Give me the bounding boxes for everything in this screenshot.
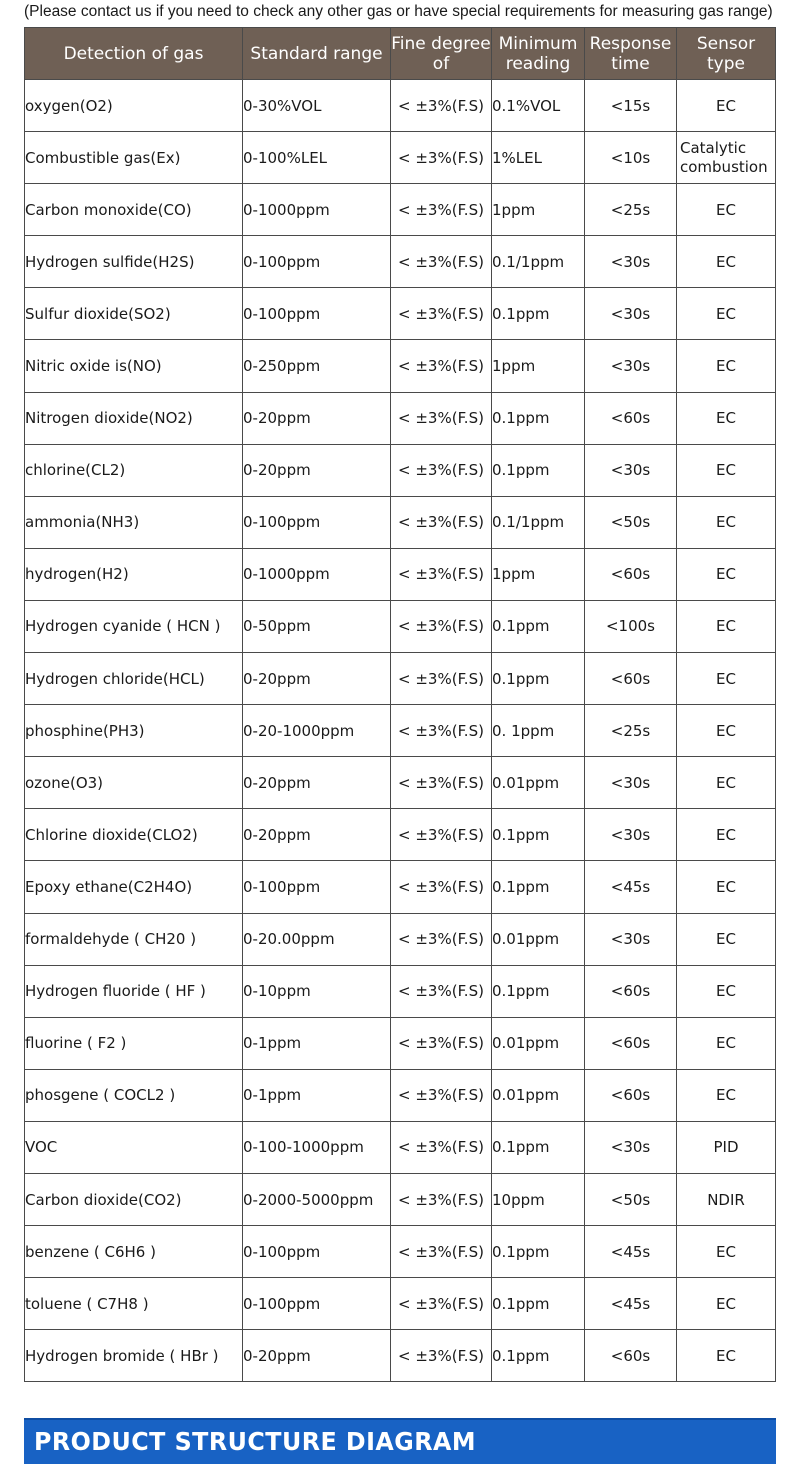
cell-sensor-type: EC — [677, 340, 776, 392]
gas-spec-table — [24, 27, 776, 1382]
cell-fine-degree: < ±3%(F.S) — [391, 236, 492, 288]
cell-fine-degree: < ±3%(F.S) — [391, 392, 492, 444]
cell-response-time: <15s — [585, 80, 677, 132]
table-row — [25, 861, 776, 913]
table-row — [25, 1121, 776, 1173]
table-row — [25, 184, 776, 236]
cell-response-time: <30s — [585, 913, 677, 965]
cell-minimum-reading: 1ppm — [492, 184, 585, 236]
cell-minimum-reading: 1ppm — [492, 340, 585, 392]
cell-gas: chlorine(CL2) — [25, 444, 243, 496]
cell-fine-degree: < ±3%(F.S) — [391, 132, 492, 184]
cell-minimum-reading: 10ppm — [492, 1173, 585, 1225]
table-row — [25, 653, 776, 705]
cell-sensor-type: EC — [677, 288, 776, 340]
cell-response-time: <25s — [585, 184, 677, 236]
cell-minimum-reading: 0.1%VOL — [492, 80, 585, 132]
table-row — [25, 1226, 776, 1278]
cell-standard-range: 0-20.00ppm — [243, 913, 391, 965]
cell-gas: phosphine(PH3) — [25, 705, 243, 757]
cell-gas: VOC — [25, 1121, 243, 1173]
table-row — [25, 496, 776, 548]
cell-gas: Hydrogen bromide ( HBr ) — [25, 1330, 243, 1382]
cell-sensor-type: NDIR — [677, 1173, 776, 1225]
cell-minimum-reading: 0.1ppm — [492, 1226, 585, 1278]
cell-response-time: <30s — [585, 444, 677, 496]
cell-fine-degree: < ±3%(F.S) — [391, 809, 492, 861]
cell-minimum-reading: 0.1ppm — [492, 1278, 585, 1330]
cell-minimum-reading: 0.1/1ppm — [492, 496, 585, 548]
cell-gas: Nitrogen dioxide(NO2) — [25, 392, 243, 444]
cell-gas: ozone(O3) — [25, 757, 243, 809]
cell-minimum-reading: 0.1ppm — [492, 861, 585, 913]
header-minimum-reading: Minimum reading — [492, 28, 585, 80]
cell-sensor-type: EC — [677, 496, 776, 548]
table-row — [25, 80, 776, 132]
cell-minimum-reading: 0.1ppm — [492, 1330, 585, 1382]
table-row — [25, 600, 776, 652]
table-row — [25, 288, 776, 340]
cell-gas: Carbon dioxide(CO2) — [25, 1173, 243, 1225]
table-body — [25, 80, 776, 1382]
cell-minimum-reading: 0.1ppm — [492, 653, 585, 705]
cell-standard-range: 0-30%VOL — [243, 80, 391, 132]
cell-minimum-reading: 0.1ppm — [492, 965, 585, 1017]
cell-gas: Hydrogen fluoride ( HF ) — [25, 965, 243, 1017]
cell-sensor-type: EC — [677, 757, 776, 809]
cell-standard-range: 0-50ppm — [243, 600, 391, 652]
cell-sensor-type: EC — [677, 236, 776, 288]
cell-fine-degree: < ±3%(F.S) — [391, 80, 492, 132]
cell-gas: hydrogen(H2) — [25, 548, 243, 600]
cell-sensor-type: EC — [677, 861, 776, 913]
cell-minimum-reading: 0.1ppm — [492, 809, 585, 861]
table-row — [25, 809, 776, 861]
cell-standard-range: 0-100ppm — [243, 288, 391, 340]
contact-note: (Please contact us if you need to check any other gas or have special requirements for measuring gas range) — [24, 3, 773, 20]
cell-fine-degree: < ±3%(F.S) — [391, 288, 492, 340]
cell-standard-range: 0-1000ppm — [243, 184, 391, 236]
cell-gas: Hydrogen chloride(HCL) — [25, 653, 243, 705]
table-row — [25, 1173, 776, 1225]
cell-sensor-type: EC — [677, 548, 776, 600]
table-row — [25, 913, 776, 965]
header-response-time: Response time — [585, 28, 677, 80]
cell-minimum-reading: 0.01ppm — [492, 913, 585, 965]
cell-sensor-type: EC — [677, 184, 776, 236]
cell-sensor-type: EC — [677, 1278, 776, 1330]
cell-minimum-reading: 0.1ppm — [492, 1121, 585, 1173]
cell-gas: Combustible gas(Ex) — [25, 132, 243, 184]
cell-fine-degree: < ±3%(F.S) — [391, 913, 492, 965]
cell-fine-degree: < ±3%(F.S) — [391, 757, 492, 809]
cell-response-time: <60s — [585, 392, 677, 444]
cell-fine-degree: < ±3%(F.S) — [391, 1226, 492, 1278]
table-header — [25, 28, 776, 80]
cell-standard-range: 0-1ppm — [243, 1069, 391, 1121]
cell-minimum-reading: 0.1ppm — [492, 444, 585, 496]
cell-minimum-reading: 1%LEL — [492, 132, 585, 184]
cell-fine-degree: < ±3%(F.S) — [391, 1017, 492, 1069]
cell-response-time: <60s — [585, 965, 677, 1017]
cell-sensor-type: EC — [677, 653, 776, 705]
table-row — [25, 965, 776, 1017]
cell-response-time: <60s — [585, 1017, 677, 1069]
table-row — [25, 1017, 776, 1069]
cell-sensor-type: Catalytic combustion — [677, 132, 776, 184]
table-row — [25, 1278, 776, 1330]
cell-fine-degree: < ±3%(F.S) — [391, 184, 492, 236]
cell-response-time: <30s — [585, 236, 677, 288]
header-standard-range: Standard range — [243, 28, 391, 80]
table-row — [25, 236, 776, 288]
header-sensor-type: Sensor type — [677, 28, 776, 80]
cell-response-time: <50s — [585, 496, 677, 548]
cell-response-time: <60s — [585, 548, 677, 600]
cell-sensor-type: EC — [677, 705, 776, 757]
cell-response-time: <10s — [585, 132, 677, 184]
cell-standard-range: 0-100ppm — [243, 496, 391, 548]
cell-response-time: <100s — [585, 600, 677, 652]
cell-standard-range: 0-100-1000ppm — [243, 1121, 391, 1173]
cell-fine-degree: < ±3%(F.S) — [391, 653, 492, 705]
table-row — [25, 1069, 776, 1121]
cell-sensor-type: EC — [677, 1017, 776, 1069]
cell-response-time: <30s — [585, 340, 677, 392]
cell-fine-degree: < ±3%(F.S) — [391, 1121, 492, 1173]
cell-standard-range: 0-20ppm — [243, 392, 391, 444]
cell-standard-range: 0-100ppm — [243, 861, 391, 913]
cell-sensor-type: EC — [677, 1330, 776, 1382]
cell-standard-range: 0-1ppm — [243, 1017, 391, 1069]
cell-response-time: <60s — [585, 1069, 677, 1121]
cell-standard-range: 0-2000-5000ppm — [243, 1173, 391, 1225]
cell-gas: Hydrogen sulfide(H2S) — [25, 236, 243, 288]
cell-response-time: <45s — [585, 861, 677, 913]
cell-minimum-reading: 0.01ppm — [492, 1069, 585, 1121]
banner-title: PRODUCT STRUCTURE DIAGRAM — [34, 1427, 476, 1456]
cell-standard-range: 0-100%LEL — [243, 132, 391, 184]
cell-sensor-type: EC — [677, 600, 776, 652]
cell-minimum-reading: 0.1ppm — [492, 600, 585, 652]
cell-response-time: <30s — [585, 1121, 677, 1173]
cell-minimum-reading: 0. 1ppm — [492, 705, 585, 757]
cell-response-time: <60s — [585, 1330, 677, 1382]
cell-standard-range: 0-20ppm — [243, 653, 391, 705]
cell-response-time: <50s — [585, 1173, 677, 1225]
cell-standard-range: 0-20-1000ppm — [243, 705, 391, 757]
cell-gas: benzene ( C6H6 ) — [25, 1226, 243, 1278]
header-detection-of-gas: Detection of gas — [25, 28, 243, 80]
cell-gas: formaldehyde ( CH20 ) — [25, 913, 243, 965]
cell-standard-range: 0-20ppm — [243, 444, 391, 496]
cell-gas: Carbon monoxide(CO) — [25, 184, 243, 236]
cell-standard-range: 0-250ppm — [243, 340, 391, 392]
cell-response-time: <30s — [585, 288, 677, 340]
cell-gas: ammonia(NH3) — [25, 496, 243, 548]
cell-fine-degree: < ±3%(F.S) — [391, 1330, 492, 1382]
cell-gas: Hydrogen cyanide ( HCN ) — [25, 600, 243, 652]
cell-response-time: <25s — [585, 705, 677, 757]
cell-fine-degree: < ±3%(F.S) — [391, 1278, 492, 1330]
cell-gas: phosgene ( COCL2 ) — [25, 1069, 243, 1121]
cell-standard-range: 0-20ppm — [243, 757, 391, 809]
cell-sensor-type: EC — [677, 1069, 776, 1121]
cell-response-time: <60s — [585, 653, 677, 705]
cell-response-time: <30s — [585, 757, 677, 809]
cell-minimum-reading: 0.1ppm — [492, 392, 585, 444]
header-fine-degree: Fine degree of — [391, 28, 492, 80]
cell-minimum-reading: 0.1ppm — [492, 288, 585, 340]
table-row — [25, 340, 776, 392]
cell-gas: oxygen(O2) — [25, 80, 243, 132]
cell-standard-range: 0-10ppm — [243, 965, 391, 1017]
cell-response-time: <45s — [585, 1226, 677, 1278]
table-row — [25, 132, 776, 184]
cell-standard-range: 0-100ppm — [243, 1278, 391, 1330]
cell-sensor-type: EC — [677, 392, 776, 444]
table-row — [25, 705, 776, 757]
cell-fine-degree: < ±3%(F.S) — [391, 965, 492, 1017]
cell-minimum-reading: 0.1/1ppm — [492, 236, 585, 288]
cell-fine-degree: < ±3%(F.S) — [391, 861, 492, 913]
cell-response-time: <30s — [585, 809, 677, 861]
table-row — [25, 392, 776, 444]
cell-fine-degree: < ±3%(F.S) — [391, 548, 492, 600]
cell-gas: Chlorine dioxide(CLO2) — [25, 809, 243, 861]
cell-minimum-reading: 0.01ppm — [492, 757, 585, 809]
cell-gas: Epoxy ethane(C2H4O) — [25, 861, 243, 913]
cell-standard-range: 0-20ppm — [243, 809, 391, 861]
table-row — [25, 444, 776, 496]
cell-fine-degree: < ±3%(F.S) — [391, 496, 492, 548]
cell-gas: Sulfur dioxide(SO2) — [25, 288, 243, 340]
section-banner — [24, 1418, 776, 1464]
cell-gas: Nitric oxide is(NO) — [25, 340, 243, 392]
cell-gas: toluene ( C7H8 ) — [25, 1278, 243, 1330]
cell-sensor-type: EC — [677, 444, 776, 496]
header-row — [25, 28, 776, 80]
cell-fine-degree: < ±3%(F.S) — [391, 1069, 492, 1121]
cell-fine-degree: < ±3%(F.S) — [391, 340, 492, 392]
cell-fine-degree: < ±3%(F.S) — [391, 705, 492, 757]
cell-response-time: <45s — [585, 1278, 677, 1330]
cell-sensor-type: PID — [677, 1121, 776, 1173]
cell-standard-range: 0-1000ppm — [243, 548, 391, 600]
cell-sensor-type: EC — [677, 965, 776, 1017]
cell-standard-range: 0-20ppm — [243, 1330, 391, 1382]
cell-minimum-reading: 0.01ppm — [492, 1017, 585, 1069]
table-row — [25, 548, 776, 600]
cell-minimum-reading: 1ppm — [492, 548, 585, 600]
cell-sensor-type: EC — [677, 913, 776, 965]
cell-sensor-type: EC — [677, 809, 776, 861]
cell-fine-degree: < ±3%(F.S) — [391, 600, 492, 652]
cell-standard-range: 0-100ppm — [243, 1226, 391, 1278]
table-row — [25, 757, 776, 809]
cell-standard-range: 0-100ppm — [243, 236, 391, 288]
table-row — [25, 1330, 776, 1382]
cell-sensor-type: EC — [677, 1226, 776, 1278]
cell-gas: fluorine ( F2 ) — [25, 1017, 243, 1069]
cell-fine-degree: < ±3%(F.S) — [391, 444, 492, 496]
cell-fine-degree: < ±3%(F.S) — [391, 1173, 492, 1225]
cell-sensor-type: EC — [677, 80, 776, 132]
